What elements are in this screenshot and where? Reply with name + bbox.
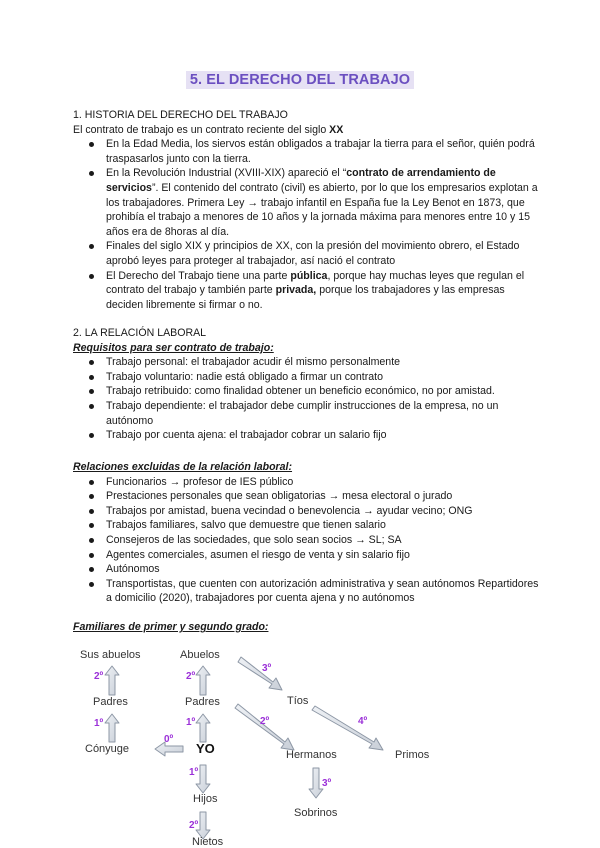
list-item: Trabajo dependiente: el trabajador debe cumplir instrucciones de la empresa, no un autónomo — [73, 399, 543, 428]
arrow-up-icon — [196, 714, 210, 742]
degree-label: 0º — [164, 734, 174, 745]
degree-label: 1º — [186, 717, 196, 728]
arrow-diagonal-icon — [238, 657, 282, 690]
requisitos-heading: Requisitos para ser contrato de trabajo: — [73, 341, 274, 354]
node-hijos: Hijos — [193, 793, 218, 805]
degree-label: 3º — [322, 778, 332, 789]
arrow-down-icon — [309, 768, 323, 798]
degree-label: 1º — [189, 767, 199, 778]
node-abuelos: Abuelos — [180, 649, 220, 661]
node-sus-abuelos: Sus abuelos — [80, 649, 141, 661]
excluidas-heading: Relaciones excluidas de la relación laboral: — [73, 461, 293, 473]
degree-label: 2º — [94, 671, 104, 682]
section-heading-relacion: 2. LA RELACIÓN LABORAL — [73, 327, 207, 339]
list-item: Consejeros de las sociedades, que solo sean socios → SL; SA — [73, 533, 543, 548]
degree-label: 2º — [186, 671, 196, 682]
list-item: Finales del siglo XIX y principios de XX, con la presión del movimiento obrero, el Estado aprobó leyes para proteger al trabajador, así nació el contrato — [73, 239, 543, 268]
section-heading-historia: 1. HISTORIA DEL DERECHO DEL TRABAJO — [73, 109, 288, 121]
familiares-heading: Familiares de primer y segundo grado: — [73, 621, 269, 633]
list-item: Funcionarios → profesor de IES público — [73, 475, 543, 490]
node-sobrinos: Sobrinos — [294, 807, 338, 819]
section-relacion-laboral — [73, 326, 543, 443]
historia-list — [73, 137, 543, 312]
list-item: Prestaciones personales que sean obligatorias → mesa electoral o jurado — [73, 489, 543, 504]
list-item: Autónomos — [73, 562, 543, 577]
degree-label: 3º — [262, 663, 272, 674]
list-item: Agentes comerciales, asumen el riesgo de venta y sin salario fijo — [73, 548, 543, 563]
list-item: Trabajo por cuenta ajena: el trabajador cobrar un salario fijo — [73, 428, 543, 443]
excluidas-list — [73, 475, 543, 606]
degree-label: 2º — [189, 820, 199, 831]
list-item: Trabajos por amistad, buena vecindad o benevolencia → ayudar vecino; ONG — [73, 504, 543, 519]
arrow-up-icon — [105, 666, 119, 695]
list-item: Trabajo retribuido: como finalidad obtener un beneficio económico, no por amistad. — [73, 384, 543, 399]
list-item: En la Edad Media, los siervos están obligados a trabajar la tierra para el señor, quién podrá traspasarlos junto con la tierra. — [73, 137, 543, 166]
arrow-diagonal-icon — [235, 704, 294, 750]
node-padres: Padres — [185, 696, 220, 708]
page-title: 5. EL DERECHO DEL TRABAJO — [186, 71, 414, 89]
intro-paragraph: El contrato de trabajo es un contrato reciente del siglo XX — [73, 123, 344, 136]
list-item: Trabajo personal: el trabajador acudir él mismo personalmente — [73, 355, 543, 370]
node-yo: YO — [196, 741, 215, 756]
requisitos-list — [73, 355, 543, 443]
arrow-up-icon — [105, 714, 119, 742]
node-tios: Tíos — [287, 695, 309, 707]
arrow-diagonal-icon — [312, 706, 383, 750]
section-historia — [73, 108, 543, 312]
node-nietos: Nietos — [192, 836, 224, 848]
list-item: En la Revolución Industrial (XVIII-XIX) apareció el “contrato de arrendamiento de servicios”. El contenido del contrato (civil) es abierto, por lo que los empresarios explotan a los trabajadores. Primera Ley → trabajo infantil en España fue la Ley Benot en 1873, que prohibía el trabajo a menores de 10 años y la jornada máxima para menores entre 10 y 15 años era de 8horas al día. — [73, 166, 543, 239]
arrow-up-icon — [196, 666, 210, 695]
list-item: El Derecho del Trabajo tiene una parte pública, porque hay muchas leyes que regulan el contrato del trabajo y también parte privada, porque los trabajadores y las empresas deciden libremente si firmar o no. — [73, 269, 543, 313]
degree-label: 2º — [260, 716, 270, 727]
node-hermanos: Hermanos — [286, 749, 337, 761]
list-item: Trabajo voluntario: nadie está obligado a firmar un contrato — [73, 370, 543, 385]
node-primos: Primos — [395, 749, 430, 761]
node-conyuge: Cónyuge — [85, 743, 130, 755]
list-item: Trabajos familiares, salvo que demuestre que tienen salario — [73, 518, 543, 533]
node-padres-conyuge: Padres — [93, 696, 128, 708]
family-degree-diagram — [0, 640, 600, 848]
section-excluidas — [73, 460, 543, 606]
degree-label: 4º — [358, 716, 368, 727]
list-item: Transportistas, que cuenten con autorización administrativa y sean autónomos Repartidores a domicilio (2020), trabajadores por cuenta ajena y no autónomos — [73, 577, 543, 606]
degree-label: 1º — [94, 718, 104, 729]
